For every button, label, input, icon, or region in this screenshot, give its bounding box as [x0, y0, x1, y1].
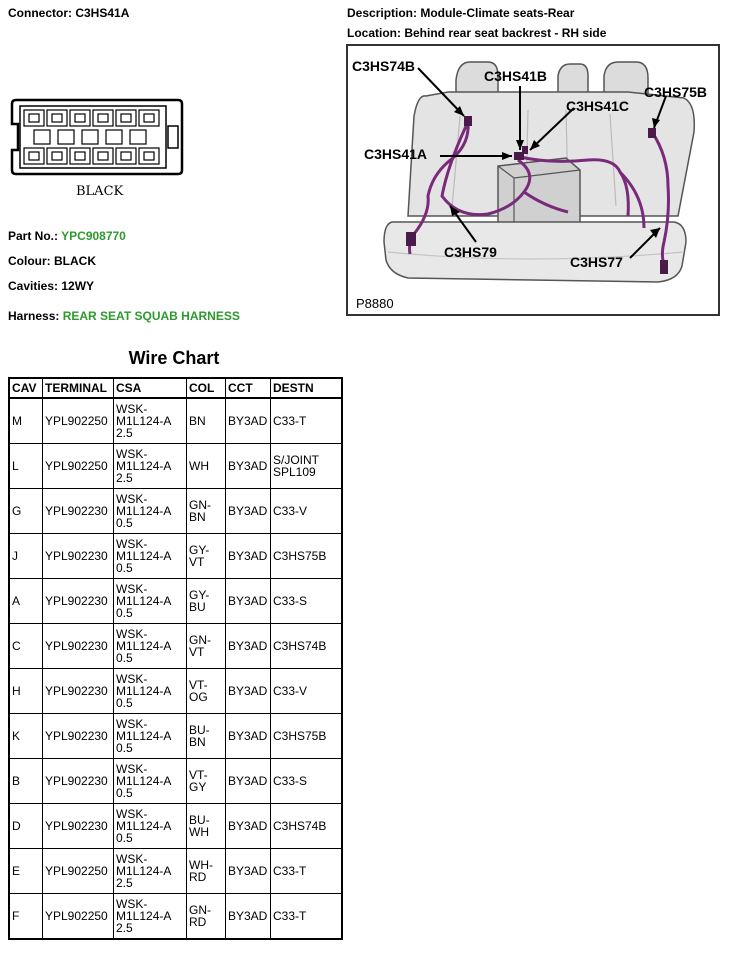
- connector-face-diagram: [10, 96, 186, 178]
- cell-cct: BY3AD: [226, 398, 271, 444]
- wire-chart-title: Wire Chart: [128, 348, 220, 368]
- cell-csa-line: M1L124-A: [116, 504, 172, 518]
- cell-cct: BY3AD: [226, 489, 271, 534]
- cell-csa-line: 0.5: [116, 561, 133, 575]
- cell-destn-line: C33-V: [273, 684, 308, 698]
- cell-terminal: YPL902250: [43, 894, 114, 940]
- cell-cct: BY3AD: [226, 804, 271, 849]
- cell-col-line: GY: [189, 780, 207, 794]
- cell-terminal: YPL902250: [43, 398, 114, 444]
- cell-col: [187, 444, 226, 489]
- cell-col: [187, 534, 226, 579]
- cell-cav: D: [9, 804, 43, 849]
- table-row: [9, 534, 342, 579]
- cell-csa-line: M1L124-A: [116, 684, 172, 698]
- cell-destn-line: C3HS75B: [273, 729, 327, 743]
- cell-csa: [114, 624, 187, 669]
- cell-destn-line: S/JOINT: [273, 453, 320, 467]
- header-cav: CAV: [9, 378, 43, 398]
- cell-destn-line: C33-T: [273, 414, 307, 428]
- cell-csa: [114, 849, 187, 894]
- cell-col-line: GN-: [189, 498, 211, 512]
- callout-c3hs41b: C3HS41B: [484, 68, 548, 84]
- cell-csa-line: M1L124-A: [116, 819, 172, 833]
- cell-col-line: GN-: [189, 633, 211, 647]
- cell-destn-line: SPL109: [273, 465, 316, 479]
- header-terminal: TERMINAL: [43, 378, 114, 398]
- cell-terminal: YPL902230: [43, 579, 114, 624]
- cell-cct: BY3AD: [226, 624, 271, 669]
- cell-cct: BY3AD: [226, 534, 271, 579]
- cell-terminal: YPL902230: [43, 534, 114, 579]
- cell-col-line: BU: [189, 600, 206, 614]
- cell-csa: [114, 579, 187, 624]
- figure-id: P8880: [356, 296, 394, 311]
- cell-cav: C: [9, 624, 43, 669]
- cell-cav: M: [9, 398, 43, 444]
- cell-csa-line: WSK-: [116, 762, 148, 776]
- cell-csa-line: WSK-: [116, 537, 148, 551]
- cell-col: [187, 894, 226, 940]
- cell-cav: G: [9, 489, 43, 534]
- table-row: [9, 894, 342, 940]
- cell-csa-line: M1L124-A: [116, 639, 172, 653]
- cell-cct: BY3AD: [226, 669, 271, 714]
- cell-csa-line: WSK-: [116, 672, 148, 686]
- cell-destn: [271, 489, 343, 534]
- wire-chart-table: [8, 377, 343, 940]
- header-destn: DESTN: [271, 378, 343, 398]
- callout-c3hs75b: C3HS75B: [644, 84, 708, 100]
- cell-terminal: YPL902230: [43, 714, 114, 759]
- cell-destn-line: C33-S: [273, 774, 308, 788]
- cell-csa: [114, 398, 187, 444]
- cell-csa-line: M1L124-A: [116, 729, 172, 743]
- part-no-row: [8, 229, 126, 243]
- cell-terminal: YPL902230: [43, 669, 114, 714]
- cell-cav: L: [9, 444, 43, 489]
- cell-col-line: OG: [189, 690, 208, 704]
- cell-col: [187, 849, 226, 894]
- cell-csa-line: 0.5: [116, 606, 133, 620]
- location-label: Location: Behind rear seat backrest - RH side: [347, 26, 607, 40]
- cell-col-line: WH: [189, 459, 209, 473]
- cell-csa-line: WSK-: [116, 897, 148, 911]
- colour-value: BLACK: [54, 254, 96, 268]
- cell-col-line: WH: [189, 825, 209, 839]
- cell-cct: BY3AD: [226, 579, 271, 624]
- cell-col: [187, 714, 226, 759]
- harness-row: [8, 309, 240, 323]
- cell-destn-line: C3HS75B: [273, 549, 327, 563]
- cell-destn: [271, 804, 343, 849]
- table-row: [9, 714, 342, 759]
- cavities-label: Cavities:: [8, 279, 59, 293]
- cell-csa: [114, 759, 187, 804]
- cell-csa: [114, 669, 187, 714]
- cell-csa: [114, 804, 187, 849]
- cell-col-line: GY-: [189, 588, 210, 602]
- cell-csa-line: 2.5: [116, 876, 133, 890]
- cell-col: [187, 579, 226, 624]
- cell-col-line: BN: [189, 510, 206, 524]
- cell-cav: H: [9, 669, 43, 714]
- cell-col-line: VT-: [189, 678, 208, 692]
- callout-c3hs74b: C3HS74B: [352, 58, 416, 74]
- table-row: [9, 444, 342, 489]
- cell-csa: [114, 714, 187, 759]
- cell-destn: [271, 624, 343, 669]
- cell-col-line: VT: [189, 645, 205, 659]
- cell-destn-line: C33-V: [273, 504, 308, 518]
- cell-terminal: YPL902250: [43, 849, 114, 894]
- cell-col-line: WH-: [189, 858, 213, 872]
- cell-col: [187, 669, 226, 714]
- connector-color-caption: BLACK: [76, 184, 124, 199]
- cell-csa-line: M1L124-A: [116, 414, 172, 428]
- cell-col-line: RD: [189, 870, 207, 884]
- callout-c3hs41c: C3HS41C: [566, 98, 630, 114]
- cell-cct: BY3AD: [226, 849, 271, 894]
- cell-csa-line: 2.5: [116, 426, 133, 440]
- cell-terminal: YPL902230: [43, 624, 114, 669]
- wire-chart-header-row: [9, 378, 342, 398]
- cell-destn: [271, 398, 343, 444]
- cell-col: [187, 489, 226, 534]
- cell-csa-line: 0.5: [116, 651, 133, 665]
- cell-destn: [271, 849, 343, 894]
- cell-cav: B: [9, 759, 43, 804]
- cell-col-line: BN: [189, 414, 206, 428]
- cell-cav: A: [9, 579, 43, 624]
- cell-destn-line: C3HS74B: [273, 639, 327, 653]
- cell-csa-line: 0.5: [116, 786, 133, 800]
- cell-csa-line: 2.5: [116, 921, 133, 935]
- cell-destn-line: C3HS74B: [273, 819, 327, 833]
- cell-col-line: RD: [189, 915, 207, 929]
- cell-col-line: VT: [189, 555, 205, 569]
- cell-col: [187, 398, 226, 444]
- cell-csa-line: WSK-: [116, 582, 148, 596]
- table-row: [9, 804, 342, 849]
- cell-csa-line: WSK-: [116, 627, 148, 641]
- cavities-row: [8, 279, 94, 293]
- seat-location-figure: [346, 44, 720, 316]
- cell-cav: J: [9, 534, 43, 579]
- table-row: [9, 849, 342, 894]
- cell-csa-line: 2.5: [116, 471, 133, 485]
- table-row: [9, 669, 342, 714]
- cell-terminal: YPL902230: [43, 489, 114, 534]
- cell-cct: BY3AD: [226, 714, 271, 759]
- table-row: [9, 579, 342, 624]
- cell-terminal: YPL902250: [43, 444, 114, 489]
- cell-col: [187, 624, 226, 669]
- cell-cav: F: [9, 894, 43, 940]
- cell-destn: [271, 444, 343, 489]
- cell-col-line: VT-: [189, 768, 208, 782]
- cell-cav: E: [9, 849, 43, 894]
- wire-chart-body: [9, 398, 342, 939]
- cell-csa-line: M1L124-A: [116, 594, 172, 608]
- part-no-link[interactable]: YPC908770: [61, 229, 126, 243]
- cell-csa-line: WSK-: [116, 447, 148, 461]
- cell-cct: BY3AD: [226, 444, 271, 489]
- cell-csa: [114, 894, 187, 940]
- table-row: [9, 489, 342, 534]
- cell-csa-line: WSK-: [116, 852, 148, 866]
- cell-col-line: BN: [189, 735, 206, 749]
- header-csa: CSA: [114, 378, 187, 398]
- cell-cct: BY3AD: [226, 759, 271, 804]
- cell-csa-line: 0.5: [116, 516, 133, 530]
- cell-destn: [271, 669, 343, 714]
- cell-destn-line: C33-T: [273, 864, 307, 878]
- cell-col-line: BU-: [189, 813, 210, 827]
- cell-col: [187, 804, 226, 849]
- cell-col-line: GY-: [189, 543, 210, 557]
- cell-csa-line: M1L124-A: [116, 864, 172, 878]
- cell-csa-line: WSK-: [116, 717, 148, 731]
- cell-destn: [271, 534, 343, 579]
- part-no-label: Part No.:: [8, 229, 59, 243]
- harness-label: Harness:: [8, 309, 60, 323]
- connector-label: Connector: C3HS41A: [8, 6, 130, 20]
- callout-c3hs79: C3HS79: [444, 244, 497, 260]
- table-row: [9, 759, 342, 804]
- cell-csa-line: 0.5: [116, 831, 133, 845]
- cavities-value: 12WY: [61, 279, 95, 293]
- cell-cav: K: [9, 714, 43, 759]
- cell-csa-line: M1L124-A: [116, 459, 172, 473]
- cell-csa-line: WSK-: [116, 807, 148, 821]
- cell-csa-line: WSK-: [116, 402, 148, 416]
- cell-cct: BY3AD: [226, 894, 271, 940]
- cell-destn: [271, 759, 343, 804]
- cell-destn-line: C33-S: [273, 594, 308, 608]
- cell-csa-line: 0.5: [116, 741, 133, 755]
- cell-col: [187, 759, 226, 804]
- harness-link[interactable]: REAR SEAT SQUAB HARNESS: [62, 309, 240, 323]
- table-row: [9, 624, 342, 669]
- colour-row: [8, 254, 96, 268]
- cell-csa: [114, 489, 187, 534]
- header-cct: CCT: [226, 378, 271, 398]
- cell-destn: [271, 714, 343, 759]
- cell-csa-line: WSK-: [116, 492, 148, 506]
- cell-destn: [271, 894, 343, 940]
- callout-c3hs77: C3HS77: [570, 254, 623, 270]
- cell-csa-line: 0.5: [116, 696, 133, 710]
- cell-csa-line: M1L124-A: [116, 909, 172, 923]
- colour-label: Colour:: [8, 254, 51, 268]
- callout-c3hs41a: C3HS41A: [364, 146, 428, 162]
- table-row: [9, 398, 342, 444]
- description-label: Description: Module-Climate seats-Rear: [347, 6, 575, 20]
- cell-destn: [271, 579, 343, 624]
- cell-csa-line: M1L124-A: [116, 549, 172, 563]
- cell-col-line: GN-: [189, 903, 211, 917]
- cell-destn-line: C33-T: [273, 909, 307, 923]
- cell-col-line: BU-: [189, 723, 210, 737]
- cell-csa: [114, 534, 187, 579]
- cell-terminal: YPL902230: [43, 759, 114, 804]
- header-col: COL: [187, 378, 226, 398]
- cell-terminal: YPL902230: [43, 804, 114, 849]
- cell-csa-line: M1L124-A: [116, 774, 172, 788]
- cell-csa: [114, 444, 187, 489]
